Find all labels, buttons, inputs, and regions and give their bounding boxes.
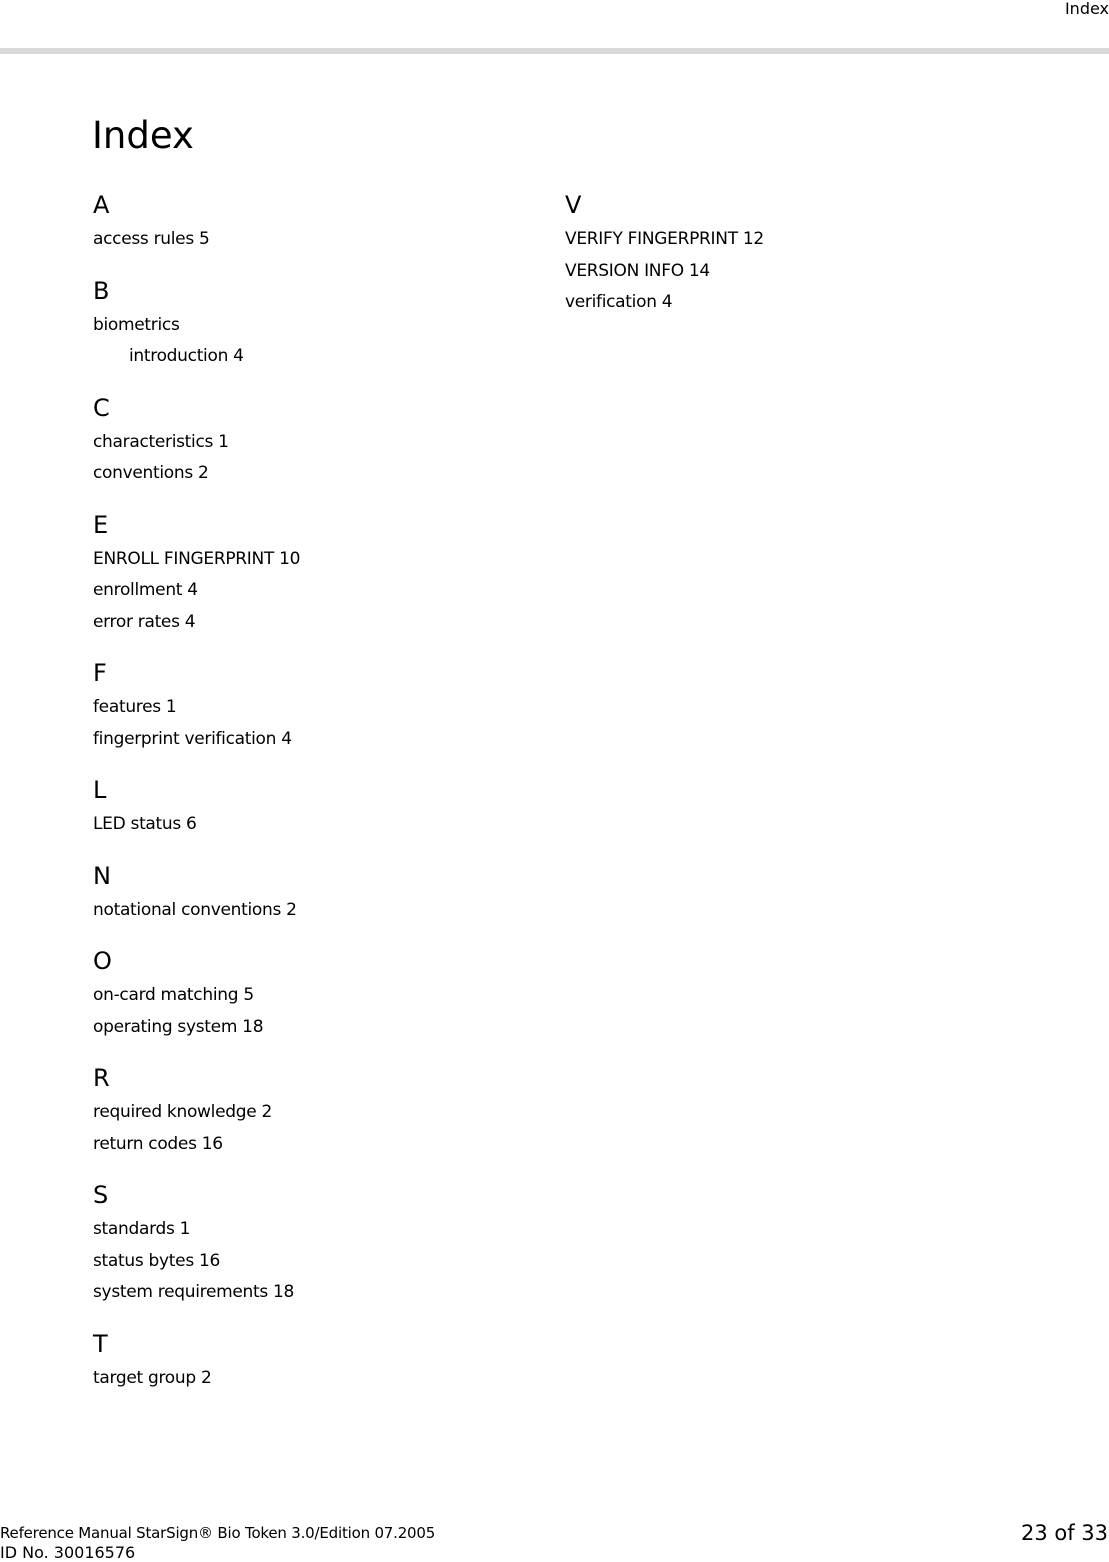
index-entry: system requirements 18	[93, 1282, 295, 1302]
footer-id-number: ID No. 30016576	[0, 1543, 136, 1562]
index-entry: status bytes 16	[93, 1250, 221, 1271]
index-entry: required knowledge 2	[93, 1102, 272, 1122]
index-entry: LED status 6	[93, 814, 197, 834]
index-letter-heading: V	[565, 191, 582, 219]
index-letter-heading: N	[93, 861, 111, 890]
index-letter-heading: R	[93, 1064, 110, 1092]
footer-page-number: 23 of 33	[1020, 1521, 1108, 1545]
index-group-s	[93, 1178, 513, 1309]
index-entry: on-card matching 5	[93, 985, 254, 1005]
index-group-o	[93, 944, 513, 1043]
index-entry: return codes 16	[93, 1133, 223, 1154]
index-letter-heading: O	[93, 947, 112, 975]
index-subentry: introduction 4	[129, 346, 244, 366]
index-group-l	[93, 773, 513, 841]
footer-document-title: Reference Manual StarSign® Bio Token 3.0/Edition 07.2005	[0, 1524, 436, 1542]
index-entry: enrollment 4	[93, 580, 198, 600]
index-letter-heading: T	[93, 1329, 108, 1358]
index-group-v	[565, 188, 985, 319]
index-group-f	[93, 656, 513, 755]
page-title: Index	[92, 114, 194, 157]
index-group-n	[93, 859, 513, 927]
index-letter-heading: C	[93, 393, 110, 422]
index-column-right	[565, 188, 985, 319]
index-entry: conventions 2	[93, 463, 209, 483]
index-entry: standards 1	[93, 1219, 191, 1239]
index-group-r	[93, 1061, 513, 1160]
index-entry: features 1	[93, 697, 177, 717]
index-entry: verification 4	[565, 292, 673, 312]
index-group-e	[93, 508, 513, 639]
header-rule	[0, 48, 1109, 54]
index-entry: operating system 18	[93, 1016, 264, 1037]
index-letter-heading: L	[93, 776, 107, 804]
index-entry: target group 2	[93, 1367, 212, 1388]
index-column-left	[93, 188, 513, 1394]
index-entry: ENROLL FINGERPRINT 10	[93, 548, 301, 569]
index-entry: biometrics	[93, 314, 180, 335]
index-group-c	[93, 391, 513, 490]
index-entry: error rates 4	[93, 611, 196, 632]
index-group-t	[93, 1327, 513, 1395]
index-group-b	[93, 274, 513, 373]
index-entry: notational conventions 2	[93, 899, 297, 920]
index-letter-heading: B	[93, 276, 110, 305]
running-header: Index	[1064, 0, 1109, 18]
index-letter-heading: F	[93, 659, 107, 687]
index-entry: access rules 5	[93, 229, 210, 249]
index-group-a	[93, 188, 513, 256]
index-letter-heading: E	[93, 510, 109, 539]
index-entry: VERIFY FINGERPRINT 12	[565, 229, 764, 249]
index-letter-heading: S	[93, 1181, 109, 1209]
index-entry: fingerprint verification 4	[93, 728, 292, 749]
index-entry: characteristics 1	[93, 431, 229, 452]
index-entry: VERSION INFO 14	[565, 260, 710, 281]
index-letter-heading: A	[93, 191, 110, 219]
